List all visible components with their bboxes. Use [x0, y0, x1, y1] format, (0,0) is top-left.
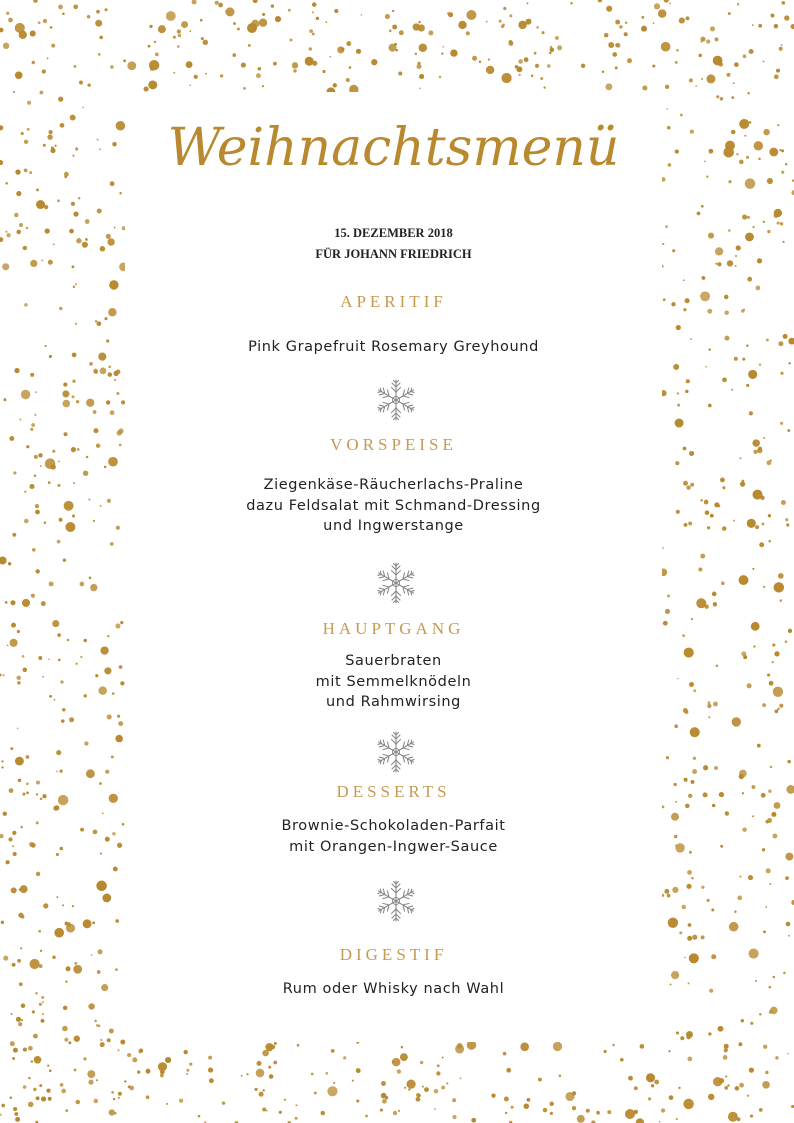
- course-text-digestif: Rum oder Whisky nach Wahl: [282, 981, 505, 997]
- course-text-desserts: Brownie-Schokoladen-Parfait mit Orangen-Ingwer-Sauce: [281, 818, 506, 855]
- course-heading-desserts: DESSERTS: [336, 782, 451, 801]
- course-heading-digestif: DIGESTIF: [339, 945, 448, 964]
- course-text-hauptgang: Sauerbraten mit Semmelknödeln und Rahmwirsing: [315, 653, 472, 710]
- snowflake-icon: [373, 377, 419, 423]
- snowflake-icon: [373, 878, 419, 924]
- menu-date: 15. DEZEMBER 2018: [334, 226, 453, 240]
- course-text-aperitif: Pink Grapefruit Rosemary Greyhound: [248, 339, 539, 355]
- snowflake-icon: [373, 560, 419, 606]
- course-text-vorspeise: Ziegenkäse-Räucherlachs-Praline dazu Feldsalat mit Schmand-Dressing und Ingwerstange: [246, 477, 541, 534]
- course-heading-hauptgang: HAUPTGANG: [322, 619, 465, 638]
- course-heading-aperitif: APERITIF: [340, 292, 447, 311]
- menu-recipient: FÜR JOHANN FRIEDRICH: [315, 247, 472, 261]
- snowflake-icon: [373, 729, 419, 775]
- menu-title: Weihnachtsmenü: [167, 118, 620, 178]
- course-heading-vorspeise: VORSPEISE: [330, 435, 457, 454]
